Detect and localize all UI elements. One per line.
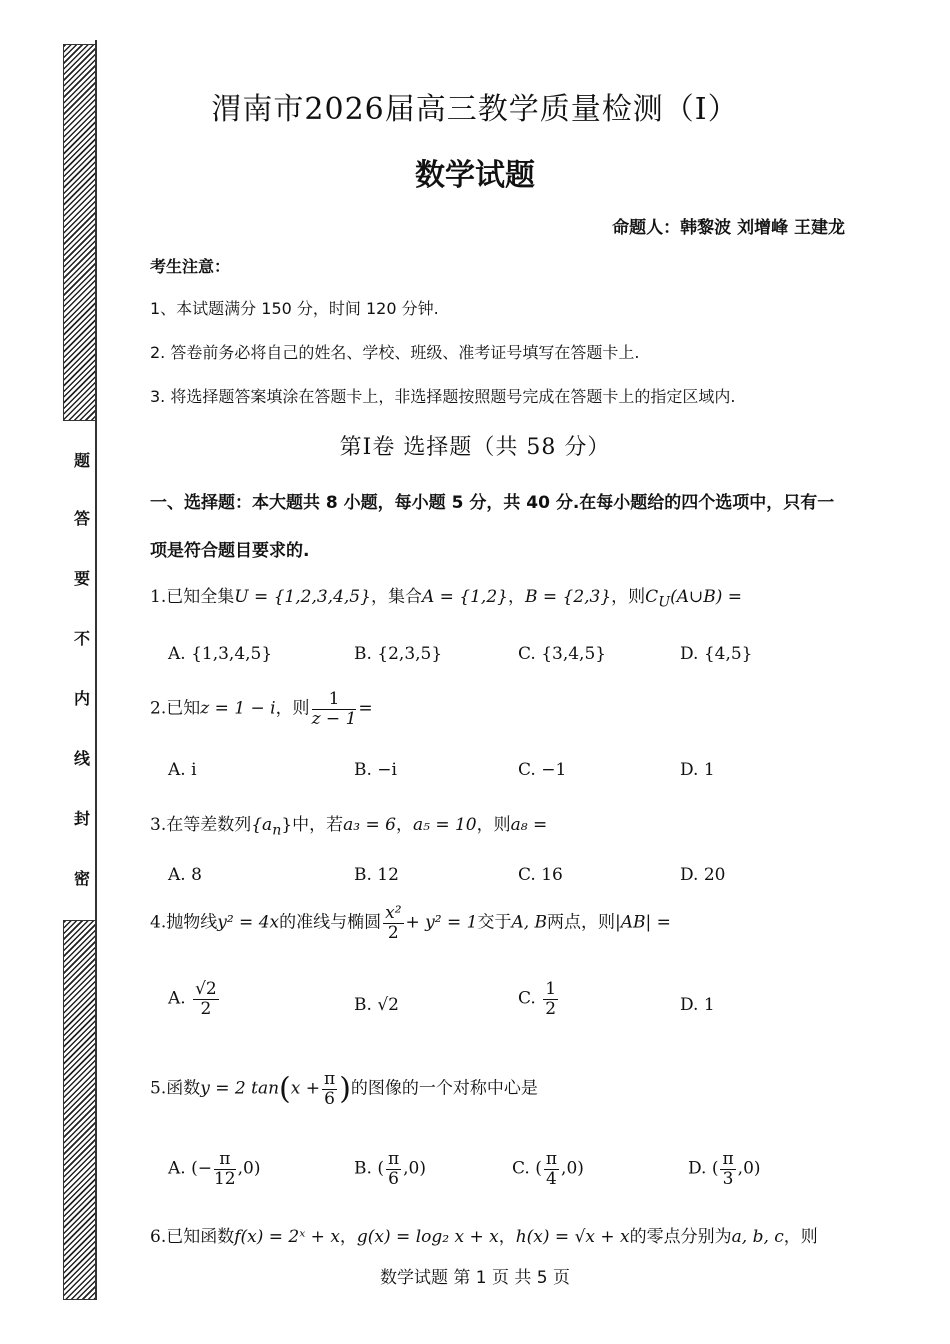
option-c: C. −1	[518, 760, 567, 780]
option-b: B. −i	[354, 760, 397, 780]
part-instruction: 一、选择题：本大题共 8 小题，每小题 5 分，共 40 分.在每小题给的四个选项中，只有一	[150, 493, 835, 513]
question-2: 2.已知z = 1 − i，则 $\frac{1}{z - 1}$ =	[150, 689, 373, 729]
option-c: C. ( $\frac{\pi}{4}$ ,0)	[512, 1149, 584, 1189]
option-b: B. √2	[354, 995, 399, 1015]
option-c: C. $\frac{1}{2}$	[518, 979, 557, 1019]
seal-char: 答	[73, 509, 90, 528]
option-a: A. {1,3,4,5}	[168, 644, 273, 664]
seal-char: 封	[73, 809, 90, 828]
question-1: 1.已知全集U = {1,2,3,4,5}，集合A = {1,2}，B = {2,3}，则$C_U(A\cup B)$ =	[150, 587, 743, 611]
seal-char: 内	[73, 689, 90, 708]
binding-hatch-bottom	[63, 920, 97, 1300]
option-c: C. 16	[518, 865, 563, 885]
question-3: 3.在等差数列$\{a_n\}$中，若a₃ = 6，a₅ = 10，则a₈ =	[150, 815, 548, 839]
page-footer: 数学试题 第 1 页 共 5 页	[379, 1268, 571, 1288]
question-5: 5.函数y = 2 tan(x + $\frac{\pi}{6}$ )的图像的一个对称中心是	[150, 1069, 538, 1109]
notice-item: 2. 答卷前务必将自己的姓名、学校、班级、准考证号填写在答题卡上.	[150, 343, 640, 362]
option-d: D. 1	[680, 995, 715, 1015]
seal-char: 要	[73, 569, 90, 588]
notice-heading: 考生注意：	[150, 257, 231, 276]
part-instruction: 项是符合题目要求的.	[150, 541, 310, 561]
notice-item: 3. 将选择题答案填涂在答题卡上，非选择题按照题号完成在答题卡上的指定区域内.	[150, 387, 736, 406]
question-4: 4.抛物线y² = 4x的准线与椭圆 $\frac{\text{x²}}{2}$ + y² = 1交于A, B两点，则|AB| =	[150, 903, 671, 943]
option-d: D. {4,5}	[680, 644, 753, 664]
binding-line	[95, 40, 97, 1300]
option-d: D. 1	[680, 760, 715, 780]
option-a: A. i	[168, 760, 197, 780]
option-d: D. 20	[680, 865, 726, 885]
option-b: B. {2,3,5}	[354, 644, 443, 664]
notice-item: 1、本试题满分 150 分，时间 120 分钟.	[150, 299, 439, 318]
option-b: B. ( $\frac{\pi}{6}$ ,0)	[354, 1149, 426, 1189]
option-d: D. ( $\frac{\pi}{3}$ ,0)	[688, 1149, 761, 1189]
fraction: $\frac{\pi}{6}$	[324, 1069, 336, 1109]
section-title: 第Ⅰ卷 选择题（共 58 分）	[339, 435, 611, 460]
seal-char: 线	[73, 749, 90, 768]
fraction: $\frac{\text{x²}}{2}$	[385, 903, 402, 943]
seal-char: 不	[73, 629, 90, 648]
option-c: C. {3,4,5}	[518, 644, 607, 664]
option-b: B. 12	[354, 865, 399, 885]
option-a: A. (− $\frac{\pi}{12}$ ,0)	[168, 1149, 261, 1189]
exam-title: 渭南市2026届高三教学质量检测（Ⅰ）	[211, 92, 739, 127]
fraction: $\frac{1}{z - 1}$	[311, 689, 357, 729]
seal-char: 题	[73, 451, 90, 470]
option-a: A. 8	[168, 865, 202, 885]
seal-char: 密	[73, 869, 90, 888]
option-a: A. $\frac{√2}{2}$	[168, 979, 217, 1019]
subject-title: 数学试题	[415, 158, 535, 193]
question-6: 6.已知函数f(x) = 2ˣ + x，g(x) = log₂ x + x，h(x) = √x + x的零点分别为a, b, c，则	[150, 1227, 818, 1247]
authors: 命题人：韩黎波 刘增峰 王建龙	[612, 218, 845, 238]
